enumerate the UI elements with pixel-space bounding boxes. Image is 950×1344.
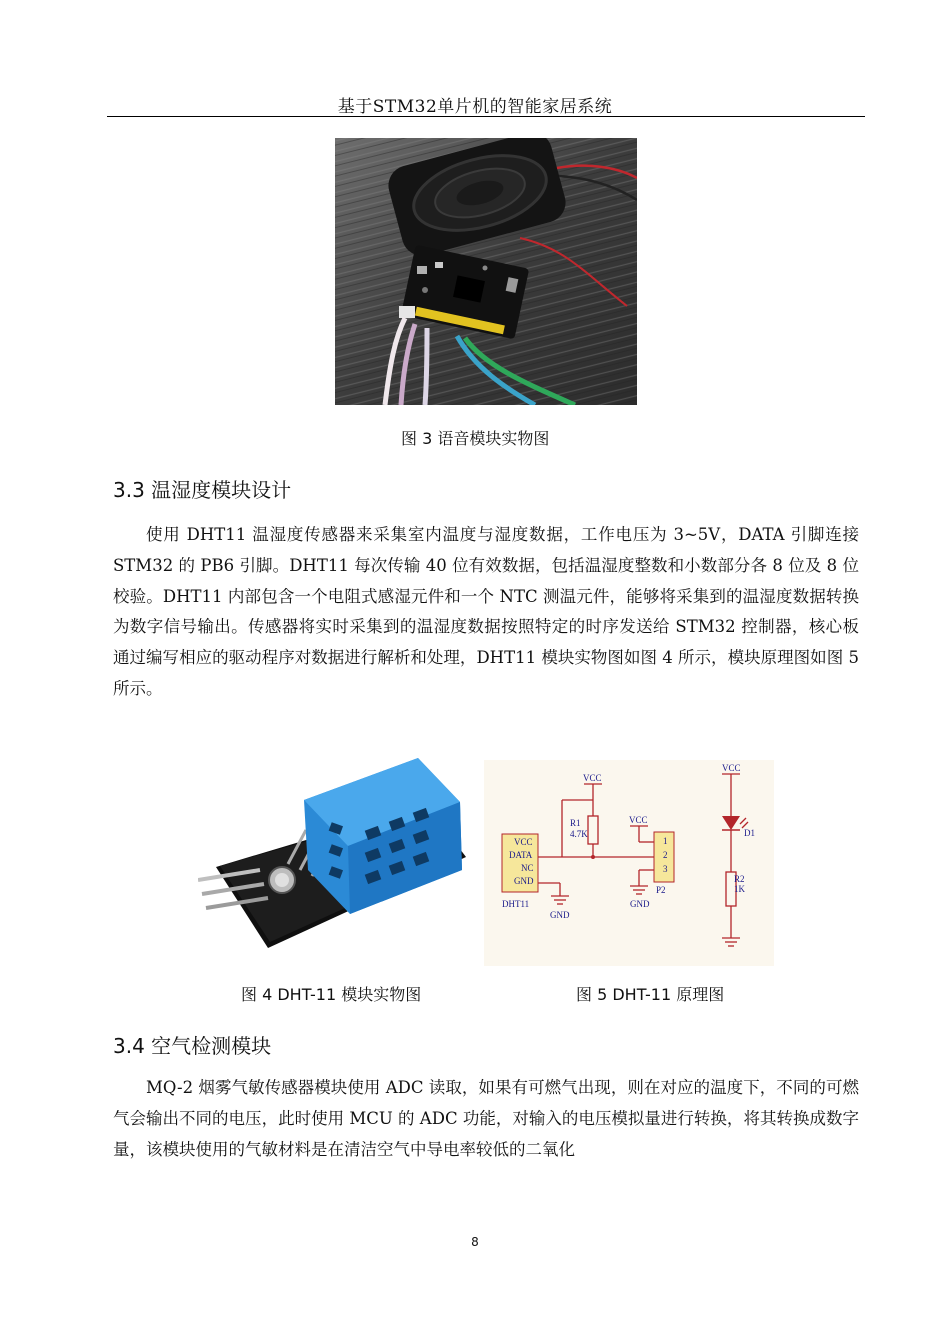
schematic-d1-label: D1 <box>744 828 755 838</box>
schematic-vcc-p2: VCC <box>629 815 648 825</box>
page-number: 8 <box>471 1235 479 1249</box>
figure-4-caption: 图 4 DHT-11 模块实物图 <box>241 985 422 1004</box>
schematic-p2-label: P2 <box>656 885 666 895</box>
figure-5-caption: 图 5 DHT-11 原理图 <box>576 985 725 1004</box>
schematic-r1-value: 4.7K <box>570 829 588 839</box>
figure-3-caption: 图 3 语音模块实物图 <box>401 429 550 448</box>
schematic-gnd-p2: GND <box>630 899 650 909</box>
schematic-r2-label: R2 <box>734 874 745 884</box>
schematic-pin-nc: NC <box>521 863 534 873</box>
header-rule <box>107 116 865 117</box>
schematic-p2-pin-1: 1 <box>663 836 668 846</box>
schematic-vcc-top: VCC <box>583 773 602 783</box>
figure-3-voice-module-photo <box>335 138 637 405</box>
schematic-pin-vcc: VCC <box>514 837 533 847</box>
section-3-4-paragraph: MQ-2 烟雾气敏传感器模块使用 ADC 读取，如果有可燃气出现，则在对应的温度下，不同的可燃气会输出不同的电压，此时使用 MCU 的 ADC 功能，对输入的电压模拟量进行转换，将其转换成数字量，该模块使用的气敏材料是在清洁空气中导电率较低的二氧化 <box>113 1078 859 1159</box>
schematic-dht11-label: DHT11 <box>502 899 530 909</box>
running-header: 基于STM32单片机的智能家居系统 <box>337 97 613 117</box>
section-3-4-heading: 3.4 空气检测模块 <box>113 1034 272 1058</box>
schematic-gnd-dht: GND <box>550 910 570 920</box>
schematic-p2-pin-3: 3 <box>663 864 668 874</box>
schematic-r2-value: 1K <box>734 884 745 894</box>
schematic-vcc-led: VCC <box>722 763 741 773</box>
section-3-3-heading: 3.3 温湿度模块设计 <box>113 478 292 502</box>
figure-5-dht11-schematic <box>484 760 774 966</box>
figure-4-dht11-module-photo <box>198 752 468 952</box>
schematic-p2-pin-2: 2 <box>663 850 668 860</box>
section-3-3-paragraph: 使用 DHT11 温湿度传感器来采集室内温度与湿度数据，工作电压为 3~5V，DATA 引脚连接 STM32 的 PB6 引脚。DHT11 每次传输 40 位有效数据，包括温湿度整数和小数部分各 8 位及 8 位校验。DHT11 内部包含一个电阻式感湿元件和一个 NTC 测温元件，能够将采集到的温湿度数据转换为数字信号输出。传感器将实时采集到的温湿度数据按照特定的时序发送给 STM32 控制器，核心板通过编写相应的驱动程序对数据进行解析和处理，DHT11 模块实物图如图 4 所示，模块原理图如图 5 所示。 <box>113 525 859 698</box>
schematic-pin-data: DATA <box>509 850 533 860</box>
schematic-pin-gnd: GND <box>514 876 534 886</box>
schematic-r1-label: R1 <box>570 818 581 828</box>
